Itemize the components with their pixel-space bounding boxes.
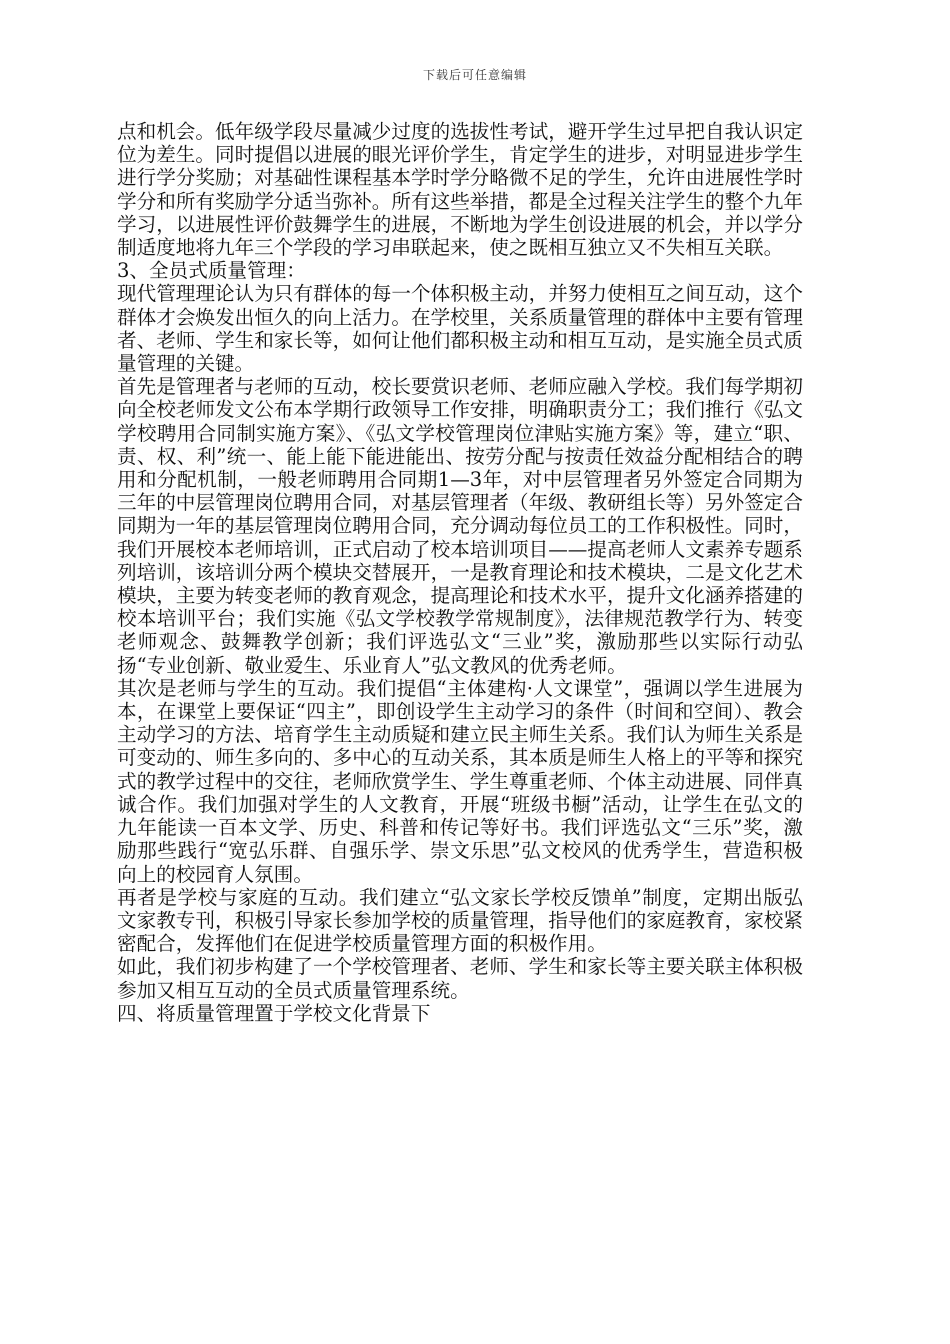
page-header: 下载后可任意编辑 xyxy=(422,68,527,82)
section-heading-full-staff-quality: 3、全员式质量管理： xyxy=(117,259,306,283)
paragraph-school-family-interaction: 再者是学校与家庭的互动。我们建立“弘文家长学校反馈单”制度，定期出版弘文家教专刊，积极引导家长参加学校的质量管理，指导他们的家庭教育，家校紧密配合，发挥他们在促进学校质量管理方面的积极作用。 xyxy=(117,885,803,956)
paragraph-teacher-student-interaction: 其次是老师与学生的互动。我们提倡“主体建构·人文课堂”，强调以学生进展为本，在课堂上要保证“四主”，即创设学生主动学习的条件（时间和空间）、教会主动学习的方法、培育学生主动质疑和建立民主师生关系。我们认为师生关系是可变动的、师生多向的、多中心的互动关系，其本质是师生人格上的平等和探究式的教学过程中的交往，老师欣赏学生、学生尊重老师、个体主动进展、同伴真诚合作。我们加强对学生的人文教育，开展“班级书橱”活动，让学生在弘文的九年能读一百本文学、历史、科普和传记等好书。我们评选弘文“三乐”奖，激励那些践行“宽弘乐群、自强乐学、崇文乐思”弘文校风的优秀学生，营造积极向上的校园育人氛围。 xyxy=(117,676,803,886)
paragraph-manager-teacher-interaction: 首先是管理者与老师的互动，校长要赏识老师、老师应融入学校。我们每学期初向全校老师发文公布本学期行政领导工作安排，明确职责分工；我们推行《弘文学校聘用合同制实施方案》、《弘文学校管理岗位津贴实施方案》等，建立“职、责、权、利”统一、能上能下能进能出、按劳分配与按责任效益分配相结合的聘用和分配机制，一般老师聘用合同期1—3年，对中层管理者另外签定合同期为三年的中层管理岗位聘用合同，对基层管理者（年级、教研组长等）另外签定合同期为一年的基层管理岗位聘用合同，充分调动每位员工的工作积极性。同时，我们开展校本老师培训，正式启动了校本培训项目——提高老师人文素养专题系列培训，该培训分两个模块交替展开，一是教育理论和技术模块，二是文化艺术模块，主要为转变老师的教育观念，提高理论和技术水平，提升文化涵养搭建的校本培训平台；我们实施《弘文学校教学常规制度》，法律规范教学行为、转变老师观念、鼓舞教学创新；我们评选弘文“三业”奖，激励那些以实际行动弘扬“专业创新、敬业爱生、乐业育人”弘文教风的优秀老师。 xyxy=(117,375,803,677)
paragraph-summary: 如此，我们初步构建了一个学校管理者、老师、学生和家长等主要关联主体积极参加又相互互动的全员式质量管理系统。 xyxy=(117,955,803,1002)
paragraph-management-theory: 现代管理理论认为只有群体的每一个体积极主动，并努力使相互之间互动，这个群体才会焕发出恒久的向上活力。在学校里，关系质量管理的群体中主要有管理者、老师、学生和家长等，如何让他们都积极主动和相互互动，是实施全员式质量管理的关键。 xyxy=(117,282,803,376)
section-heading-school-culture: 四、将质量管理置于学校文化背景下 xyxy=(117,1001,431,1025)
paragraph-continuation: 点和机会。低年级学段尽量减少过度的选拔性考试，避开学生过早把自我认识定位为差生。同时提倡以进展的眼光评价学生，肯定学生的进步，对明显进步学生进行学分奖励；对基础性课程基本学时学分略微不足的学生，允许由进展性学时学分和所有奖励学分适当弥补。所有这些举措，都是全过程关注学生的整个九年学习，以进展性评价鼓舞学生的进展，不断地为学生创设进展的机会，并以学分制适度地将九年三个学段的学习串联起来，使之既相互独立又不失相互关联。 xyxy=(117,120,803,260)
document-body xyxy=(117,120,803,1025)
